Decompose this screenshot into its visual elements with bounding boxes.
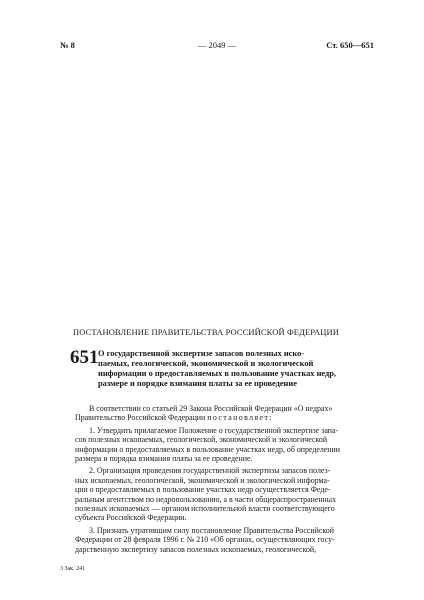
paragraph-line — [75, 413, 374, 422]
page-number: — 2049 — — [197, 40, 237, 50]
decree-number: 651 — [70, 347, 99, 368]
paragraph-line: информации о предоставляемых в пользование участках недр, об определении — [75, 444, 340, 454]
paragraph-line: ральным агентством по недропользованию, а в части общераспространенных — [75, 494, 337, 504]
item-2-paragraph — [75, 466, 374, 522]
decree-subject-line: размере и порядке взимания платы за ее проведение — [98, 379, 297, 388]
paragraph-line: ции о предоставляемых в пользование участках недр осуществляется Феде- — [75, 485, 331, 495]
paragraph-line: размера и порядка взимания платы за ее проведение. — [75, 454, 253, 464]
paragraph-line: полезных ископаемых — органом исполнительной власти соответствующего — [75, 504, 335, 514]
paragraph-line: сов полезных ископаемых, геологической, экономической и экологической — [75, 435, 328, 445]
item-1-paragraph — [75, 426, 374, 464]
paragraph-line: Федерации от 28 февраля 1996 г. № 210 «Об органах, осуществляющих госу- — [75, 535, 335, 545]
paragraph-line: дарственную экспертизу запасов полезных ископаемых, геологической, — [75, 544, 317, 554]
decree-subject-line: О государственной экспертизе запасов полезных иско- — [98, 349, 305, 358]
decree-subject — [98, 349, 374, 389]
decree-subject-line: информации о предоставляемых в пользование участках недр, — [98, 369, 336, 378]
paragraph-line: субъекта Российской Федерации. — [75, 513, 187, 523]
print-mark: 3 Зак. 241 — [60, 566, 86, 572]
paragraph-line: 1. Утвердить прилагаемое Положение о государственной экспертизе запа- — [89, 425, 339, 435]
preamble-paragraph — [75, 404, 374, 423]
decree-heading: ПОСТАНОВЛЕНИЕ ПРАВИТЕЛЬСТВА РОССИЙСКОЙ ФЕДЕРАЦИИ — [73, 327, 339, 337]
paragraph-line: ных ископаемых, геологической, экономической и экологической информа- — [75, 475, 330, 485]
decree-body — [75, 404, 374, 557]
paragraph-text: Правительство Российской Федерации — [75, 413, 206, 423]
paragraph-line: 3. Признать утратившим силу постановление Правительства Российской — [89, 525, 334, 535]
issue-number: № 8 — [60, 40, 75, 50]
paragraph-line: 2. Организация проведения государственной экспертизы запасов полез- — [89, 466, 331, 476]
item-3-paragraph — [75, 526, 374, 554]
page-header — [60, 40, 374, 54]
decree-subject-line: паемых, геологической, экономической и экологической — [98, 359, 314, 368]
decree-verb: постановляет: — [207, 413, 273, 423]
article-range: Ст. 650—651 — [326, 40, 374, 50]
paragraph-line: В соответствии со статьей 29 Закона Российской Федерации «О недрах» — [89, 404, 333, 413]
